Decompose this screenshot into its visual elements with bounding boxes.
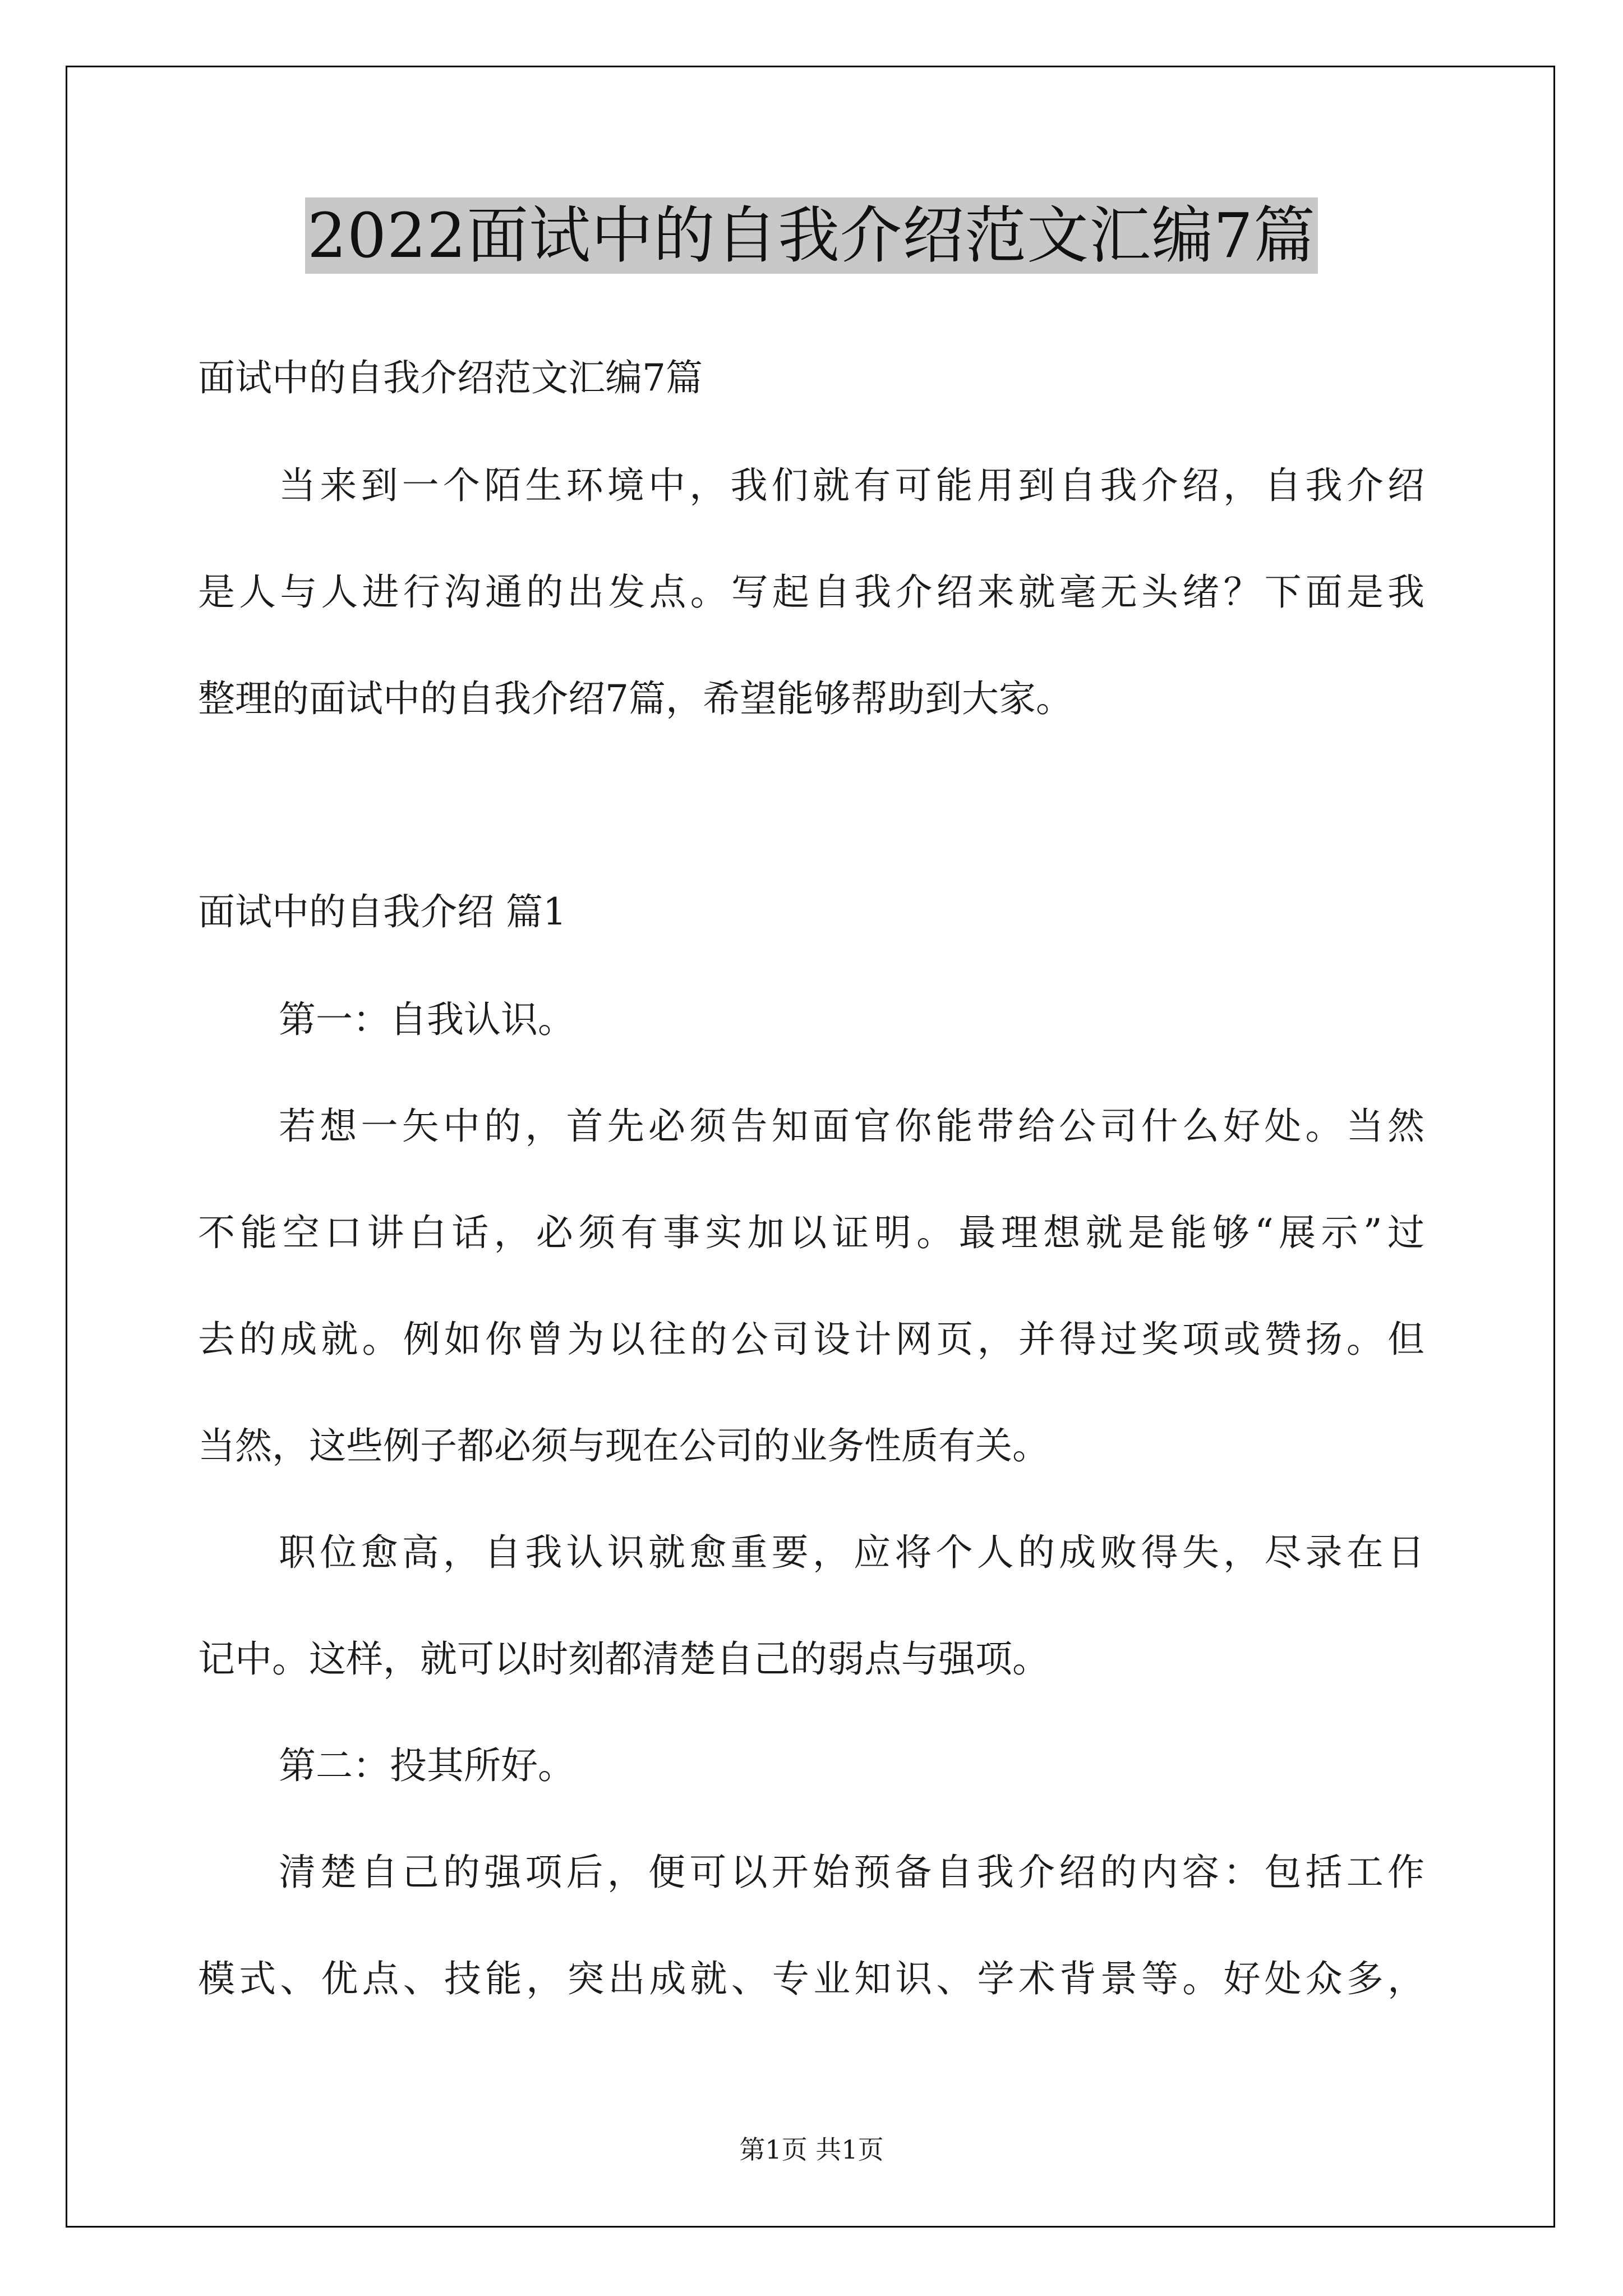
subheading-line: 第二：投其所好。 — [279, 1744, 575, 1787]
paragraph-line: 清楚自己的强项后，便可以开始预备自我介绍的内容：包括工作 — [279, 1851, 1424, 1894]
paragraph-line: 若想一矢中的，首先必须告知面官你能带给公司什么好处。当然 — [279, 1105, 1424, 1148]
paragraph-line: 不能空口讲白话，必须有事实加以证明。最理想就是能够“展示”过 — [198, 1211, 1424, 1254]
paragraph-line: 记中。这样，就可以时刻都清楚自己的弱点与强项。 — [198, 1637, 1049, 1681]
paragraph-line: 整理的面试中的自我介绍7篇，希望能够帮助到大家。 — [198, 677, 1073, 720]
document-title: 2022面试中的自我介绍范文汇编7篇 — [305, 197, 1318, 274]
paragraph-line: 模式、优点、技能，突出成就、专业知识、学术背景等。好处众多， — [198, 1957, 1424, 2000]
paragraph-line: 去的成就。例如你曾为以往的公司设计网页，并得过奖项或赞扬。但 — [198, 1318, 1424, 1361]
paragraph-line: 当然，这些例子都必须与现在公司的业务性质有关。 — [198, 1424, 1049, 1467]
paragraph-line: 当来到一个陌生环境中，我们就有可能用到自我介绍，自我介绍 — [279, 464, 1424, 507]
section-heading: 面试中的自我介绍 篇1 — [198, 890, 566, 933]
subheading-line: 第一：自我认识。 — [279, 998, 575, 1041]
paragraph-line: 职位愈高，自我认识就愈重要，应将个人的成败得失，尽录在日 — [279, 1531, 1424, 1574]
title-container — [0, 197, 1623, 274]
subtitle-line: 面试中的自我介绍范文汇编7篇 — [198, 356, 703, 399]
page-footer: 第1页 共1页 — [739, 2134, 884, 2165]
paragraph-line: 是人与人进行沟通的出发点。写起自我介绍来就毫无头绪？下面是我 — [198, 570, 1424, 614]
